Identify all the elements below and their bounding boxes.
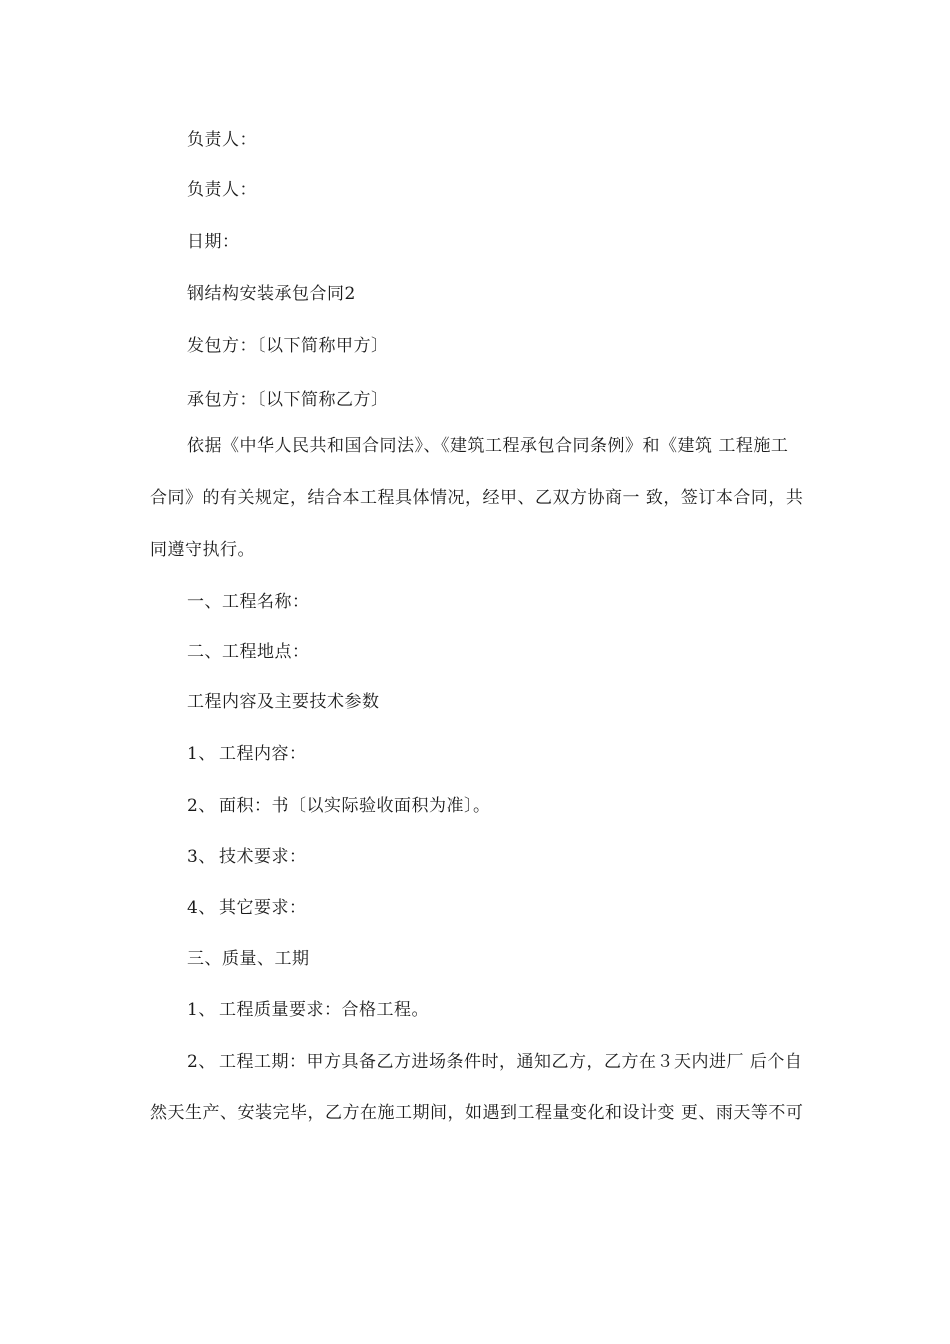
list-item-text: 其它要求： — [219, 898, 307, 918]
list-item-number: 2、 — [187, 1052, 216, 1072]
contract-title: 钢结构安装承包合同2 — [187, 284, 356, 304]
list-item-text: 面积：书〔以实际验收面积为准〕。 — [219, 796, 491, 816]
signature-date: 日期： — [187, 232, 240, 252]
list-item-number: 1、 — [187, 1000, 216, 1020]
schedule-continuation: 然天生产、安装完毕，乙方在施工期间，如遇到工程量变化和设计变 更、雨天等不可 — [150, 1103, 804, 1123]
list-item — [187, 845, 307, 869]
section-project-location: 二、工程地点： — [187, 642, 310, 662]
list-item-text: 工程内容： — [219, 744, 307, 764]
tech-heading: 工程内容及主要技术参数 — [187, 692, 380, 712]
list-item-text: 技术要求： — [219, 847, 307, 867]
preamble-line-2: 合同》的有关规定，结合本工程具体情况，经甲、乙双方协商一 致，签订本合同，共 — [150, 488, 804, 508]
list-item-text: 工程质量要求：合格工程。 — [219, 1000, 429, 1020]
section-project-name: 一、工程名称： — [187, 592, 310, 612]
list-item-text: 工程工期：甲方具备乙方进场条件时，通知乙方，乙方在３天内进厂 后个自 — [219, 1052, 803, 1072]
signature-responsible-2: 负责人： — [187, 180, 257, 200]
list-item — [187, 742, 307, 766]
list-item-number: 1、 — [187, 744, 216, 764]
signature-responsible-1: 负责人： — [187, 130, 257, 150]
preamble-line-1: 依据《中华人民共和国合同法》、《建筑工程承包合同条例》和《建筑 工程施工 — [187, 436, 789, 456]
party-employer: 发包方：〔以下简称甲方〕 — [187, 336, 389, 356]
list-item — [187, 1050, 802, 1074]
list-item — [187, 794, 491, 818]
party-contractor: 承包方：〔以下简称乙方〕 — [187, 390, 389, 410]
list-item-number: 3、 — [187, 847, 216, 867]
list-item-number: 2、 — [187, 796, 216, 816]
list-item — [187, 998, 429, 1022]
preamble-line-3: 同遵守执行。 — [150, 540, 255, 560]
section-quality-schedule: 三、质量、工期 — [187, 949, 310, 969]
list-item-number: 4、 — [187, 898, 216, 918]
list-item — [187, 896, 307, 920]
